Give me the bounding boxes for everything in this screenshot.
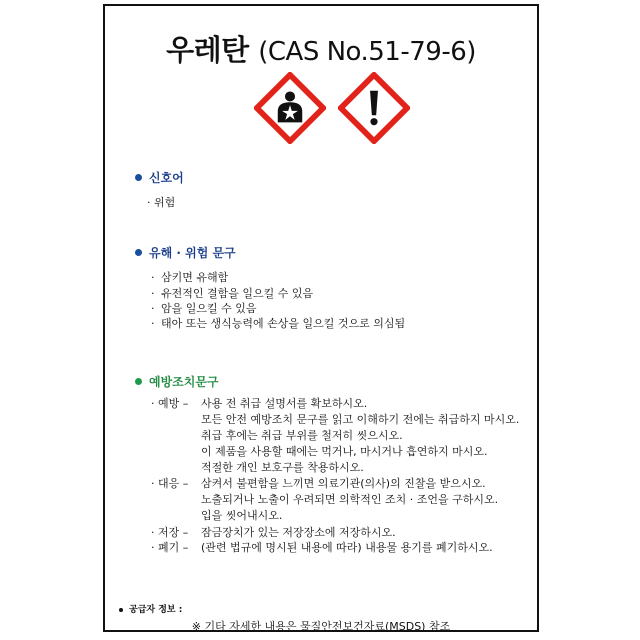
msds-label [103, 4, 539, 632]
prevention-line: 취급 후에는 취급 부위를 철저히 씻으시오. [201, 429, 403, 442]
response-line: 노출되거나 노출이 우려되면 의학적인 조치 · 조언을 구하시오. [201, 493, 499, 506]
prevention-line: 적절한 개인 보호구를 착용하시오. [201, 461, 364, 474]
disposal-key: · 폐기 – [151, 541, 189, 554]
response-key: · 대응 – [151, 477, 189, 490]
prevention-line: 사용 전 취급 설명서를 확보하시오. [201, 397, 368, 410]
prevention-line: 이 제품을 사용할 때에는 먹거나, 마시거나 흡연하지 마시오. [201, 445, 488, 458]
bullet-dot [135, 174, 142, 181]
hazard-item: · 유전적인 결함을 일으킬 수 있음 [151, 287, 314, 300]
precautionary-statements-heading: 예방조치문구 [135, 373, 219, 390]
exclamation-mark-icon [338, 72, 410, 144]
hazard-item: · 삼키면 유해함 [151, 271, 229, 284]
hazard-statements-heading: 유해 · 위험 문구 [135, 244, 236, 261]
signal-word-value: · 위험 [147, 196, 176, 209]
disposal-line: (관련 법규에 명시된 내용에 따라) 내용물 용기를 폐기하시오. [201, 541, 493, 554]
prevention-line: 모든 안전 예방조치 문구를 읽고 이해하기 전에는 취급하지 마시오. [201, 413, 520, 426]
storage-key: · 저장 – [151, 526, 189, 539]
response-line: 입을 씻어내시오. [201, 509, 283, 522]
hazard-item: · 암을 일으킬 수 있음 [151, 302, 257, 315]
cas-number: (CAS No.51-79-6) [258, 37, 476, 67]
response-line: 삼켜서 불편함을 느끼면 의료기관(의사)의 진찰을 받으시오. [201, 477, 486, 490]
supplier-info-label: 공급자 정보 : [119, 602, 182, 615]
hazard-item: · 태아 또는 생식능력에 손상을 일으킬 것으로 의심됨 [151, 317, 406, 330]
page-title [105, 28, 537, 69]
bullet-dot [135, 378, 142, 385]
ghs-pictograms [254, 72, 410, 150]
bullet-dot [135, 249, 142, 256]
prevention-key: · 예방 – [151, 397, 189, 410]
health-hazard-icon [254, 72, 326, 144]
signal-word-heading: 신호어 [135, 169, 184, 186]
chemical-name: 우레탄 [166, 33, 249, 67]
bullet-dot [119, 608, 123, 612]
footnote: ※ 기타 자세한 내용은 물질안전보건자료(MSDS) 참조 [191, 620, 451, 633]
storage-line: 잠금장치가 있는 저장장소에 저장하시오. [201, 526, 396, 539]
